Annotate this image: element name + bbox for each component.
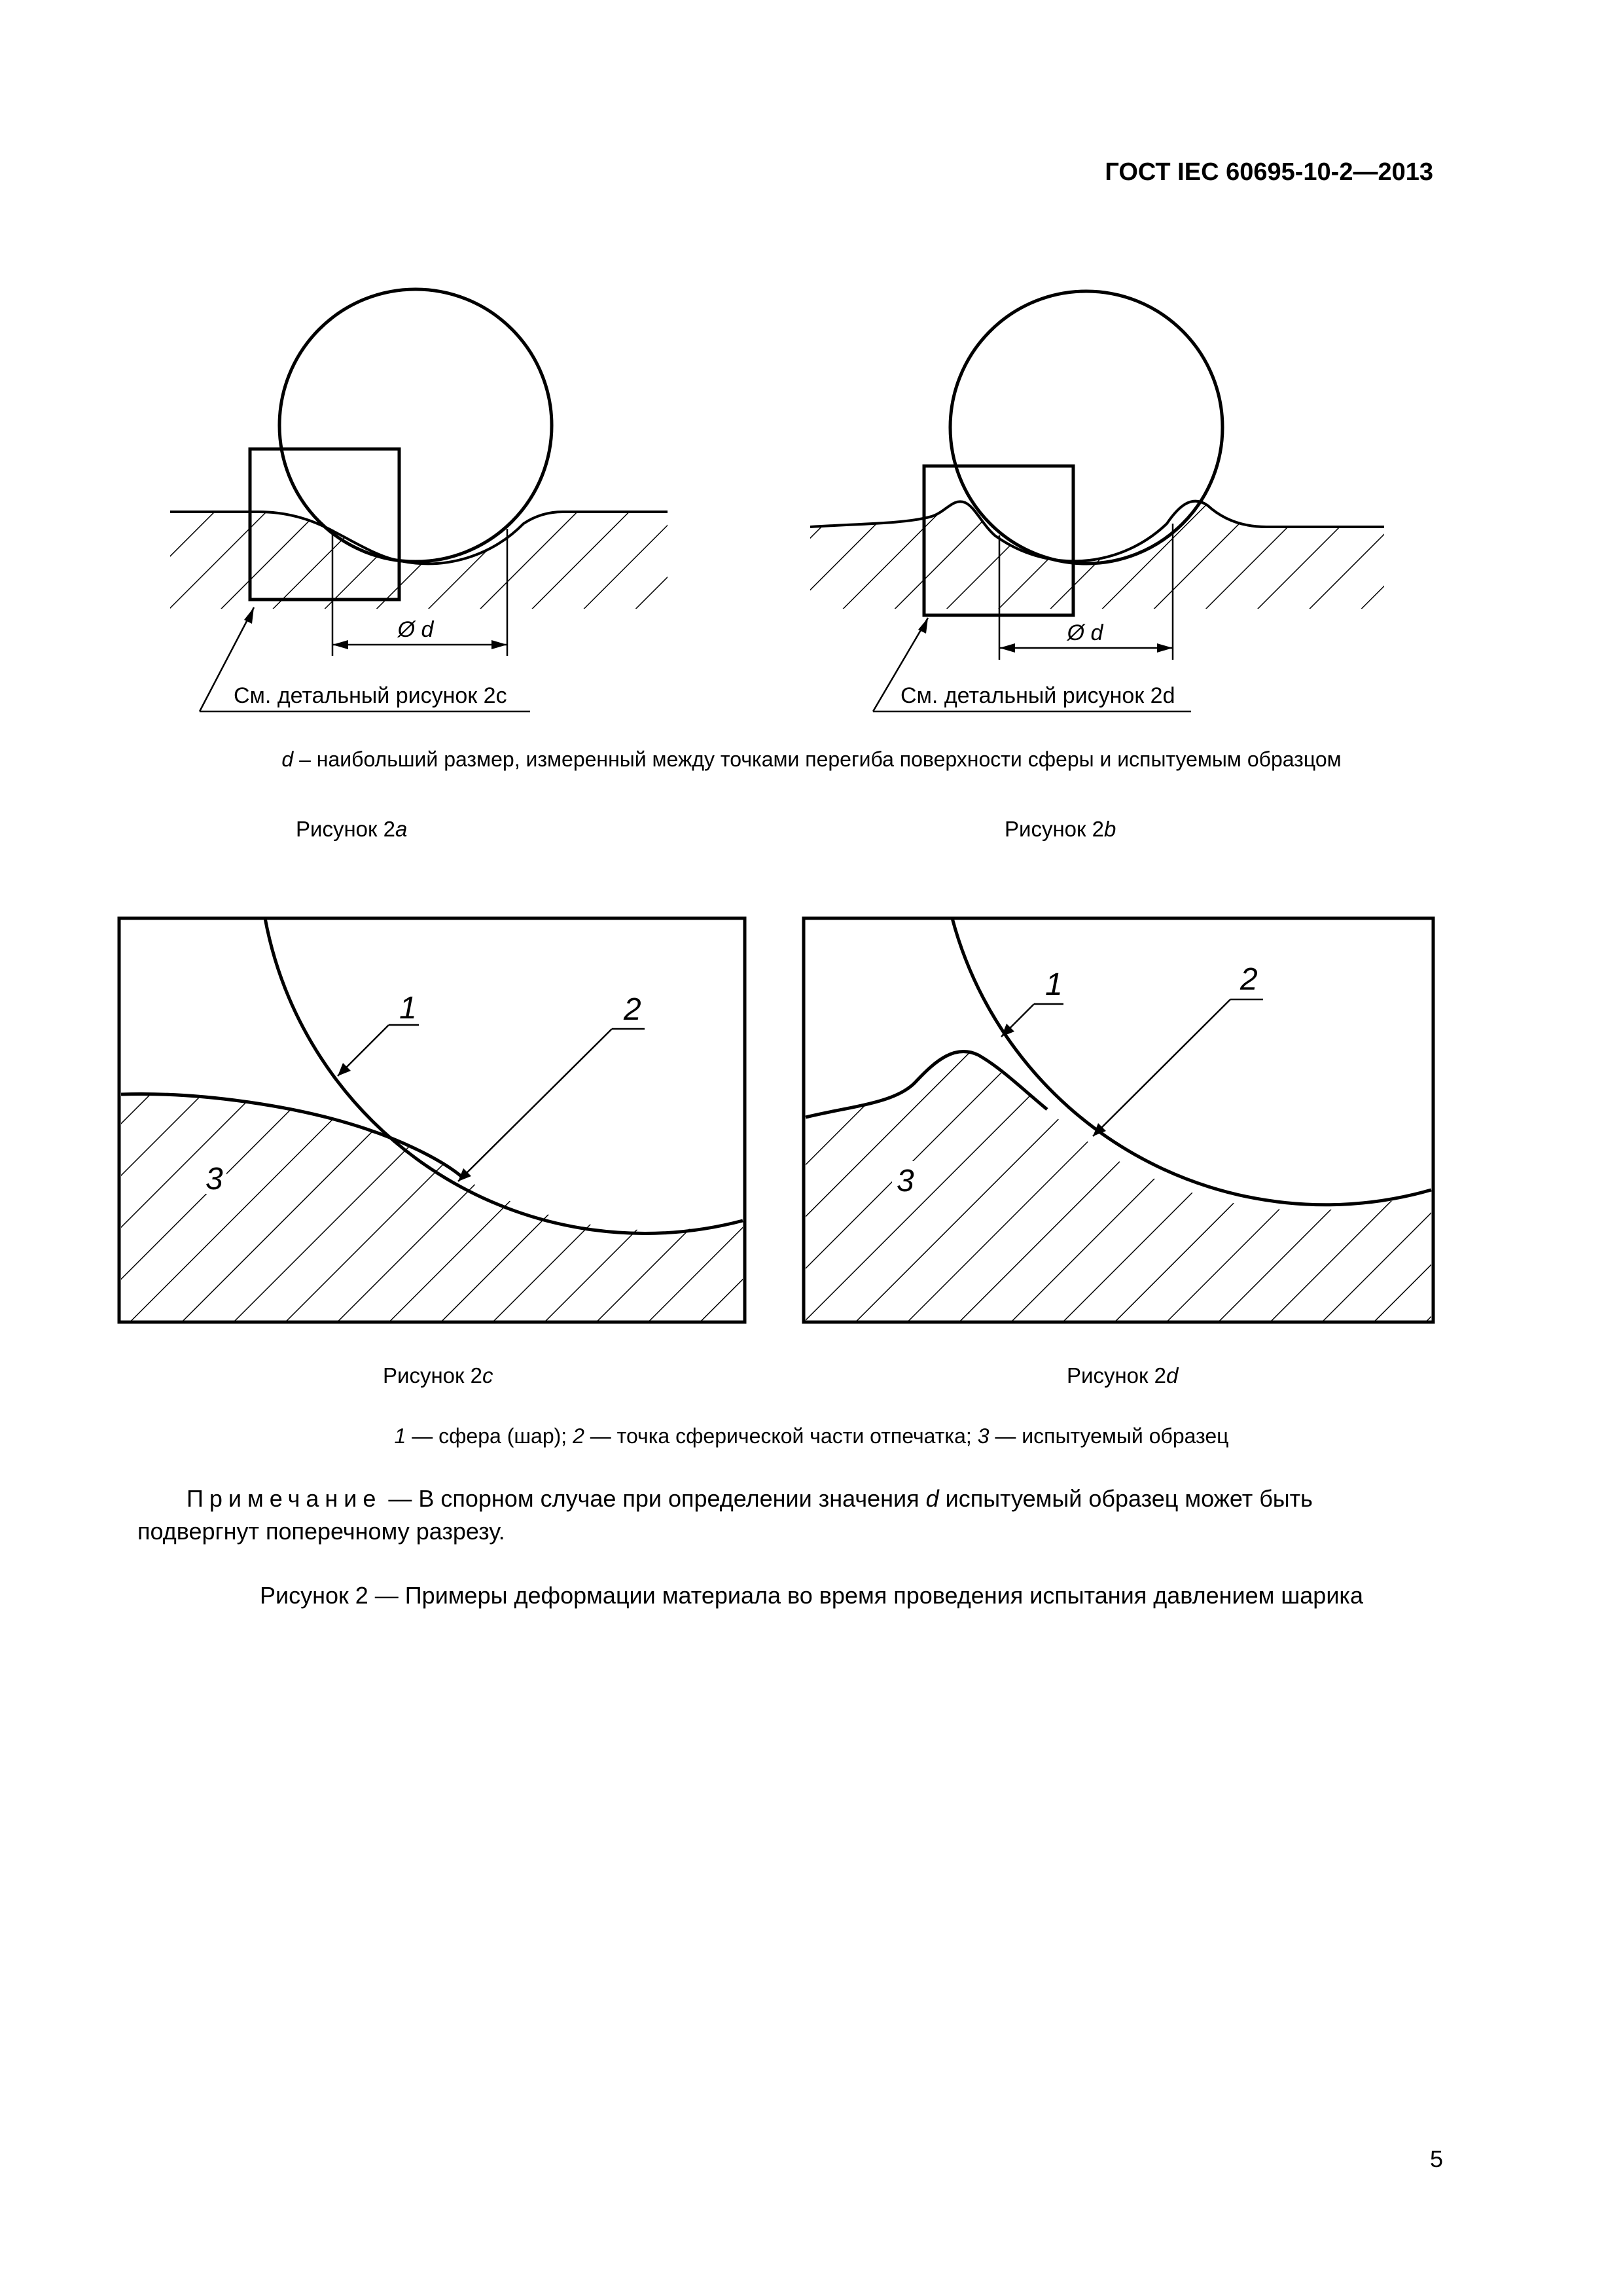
caption-2c-prefix: Рисунок 2	[383, 1363, 482, 1388]
callout-text-2b: См. детальный рисунок 2d	[901, 683, 1175, 708]
caption-2b	[1005, 817, 1116, 842]
legend-item1-num: 1	[394, 1424, 406, 1448]
callout-text-2a: См. детальный рисунок 2с	[234, 683, 507, 708]
caption-2c	[383, 1363, 493, 1388]
legend-item3-num: 3	[977, 1424, 990, 1448]
note-label: Примечание	[187, 1485, 382, 1512]
label-1-2c: 1	[399, 991, 417, 1026]
label-2-2d: 2	[1240, 962, 1258, 997]
definition-body: – наибольший размер, измеренный между точками перегиба поверхности сферы и испытуемым образцом	[293, 747, 1342, 771]
caption-2c-letter: c	[482, 1363, 493, 1388]
legend-item1-text: — сфера (шар);	[406, 1424, 573, 1448]
leader-2-2c	[458, 1029, 612, 1181]
legend-item2-num: 2	[573, 1424, 584, 1448]
caption-2b-prefix: Рисунок 2	[1005, 817, 1104, 841]
label-3-2c: 3	[205, 1162, 223, 1196]
caption-2a-prefix: Рисунок 2	[296, 817, 395, 841]
dimension-arrow-left-2a	[332, 640, 348, 649]
dimension-arrow-right-2a	[491, 640, 507, 649]
definition-symbol: d	[281, 747, 294, 771]
caption-2d-letter: d	[1166, 1363, 1179, 1388]
figure-legend	[0, 1424, 1623, 1448]
callout-arrow-2a	[244, 607, 254, 624]
label-1-2d: 1	[1045, 967, 1063, 1002]
specimen-hatch-2c	[121, 1094, 743, 1322]
legend-item2-text: — точка сферической части отпечатка;	[584, 1424, 978, 1448]
figure-2a	[170, 289, 668, 711]
leader-2-2d	[1093, 999, 1230, 1136]
definition-text	[0, 747, 1623, 772]
caption-2a	[296, 817, 407, 842]
note-paragraph	[137, 1482, 1440, 1548]
caption-2b-letter: b	[1103, 817, 1116, 841]
label-2-2c: 2	[624, 992, 641, 1027]
caption-2d	[1067, 1363, 1178, 1388]
specimen-hatch-2b	[810, 501, 1384, 609]
caption-2a-letter: a	[395, 817, 408, 841]
caption-2d-prefix: Рисунок 2	[1067, 1363, 1166, 1388]
page-number: 5	[1429, 2145, 1443, 2172]
figure-2c	[119, 918, 745, 1322]
note-text-after: испытуемый образец может быть подвергнут поперечному разрезу.	[137, 1485, 1313, 1545]
figure-2b	[810, 291, 1384, 711]
figure-caption: Рисунок 2 — Примеры деформации материала во время проведения испытания давлением шарика	[260, 1582, 1363, 1609]
sphere-2a	[279, 289, 552, 562]
document-header: ГОСТ IEC 60695-10-2—2013	[1105, 158, 1433, 186]
dimension-label-2b: Ø d	[1067, 620, 1103, 645]
note-text-before: — В спорном случае при определении значения	[382, 1485, 926, 1512]
note-symbol: d	[925, 1485, 939, 1512]
label-3-2d: 3	[897, 1164, 914, 1198]
sphere-2b	[950, 291, 1222, 564]
dimension-arrow-left-2b	[999, 643, 1015, 653]
dimension-arrow-right-2b	[1157, 643, 1173, 653]
figure-2d	[804, 918, 1433, 1322]
dimension-label-2a: Ø d	[397, 617, 434, 642]
legend-item3-text: — испытуемый образец	[989, 1424, 1229, 1448]
